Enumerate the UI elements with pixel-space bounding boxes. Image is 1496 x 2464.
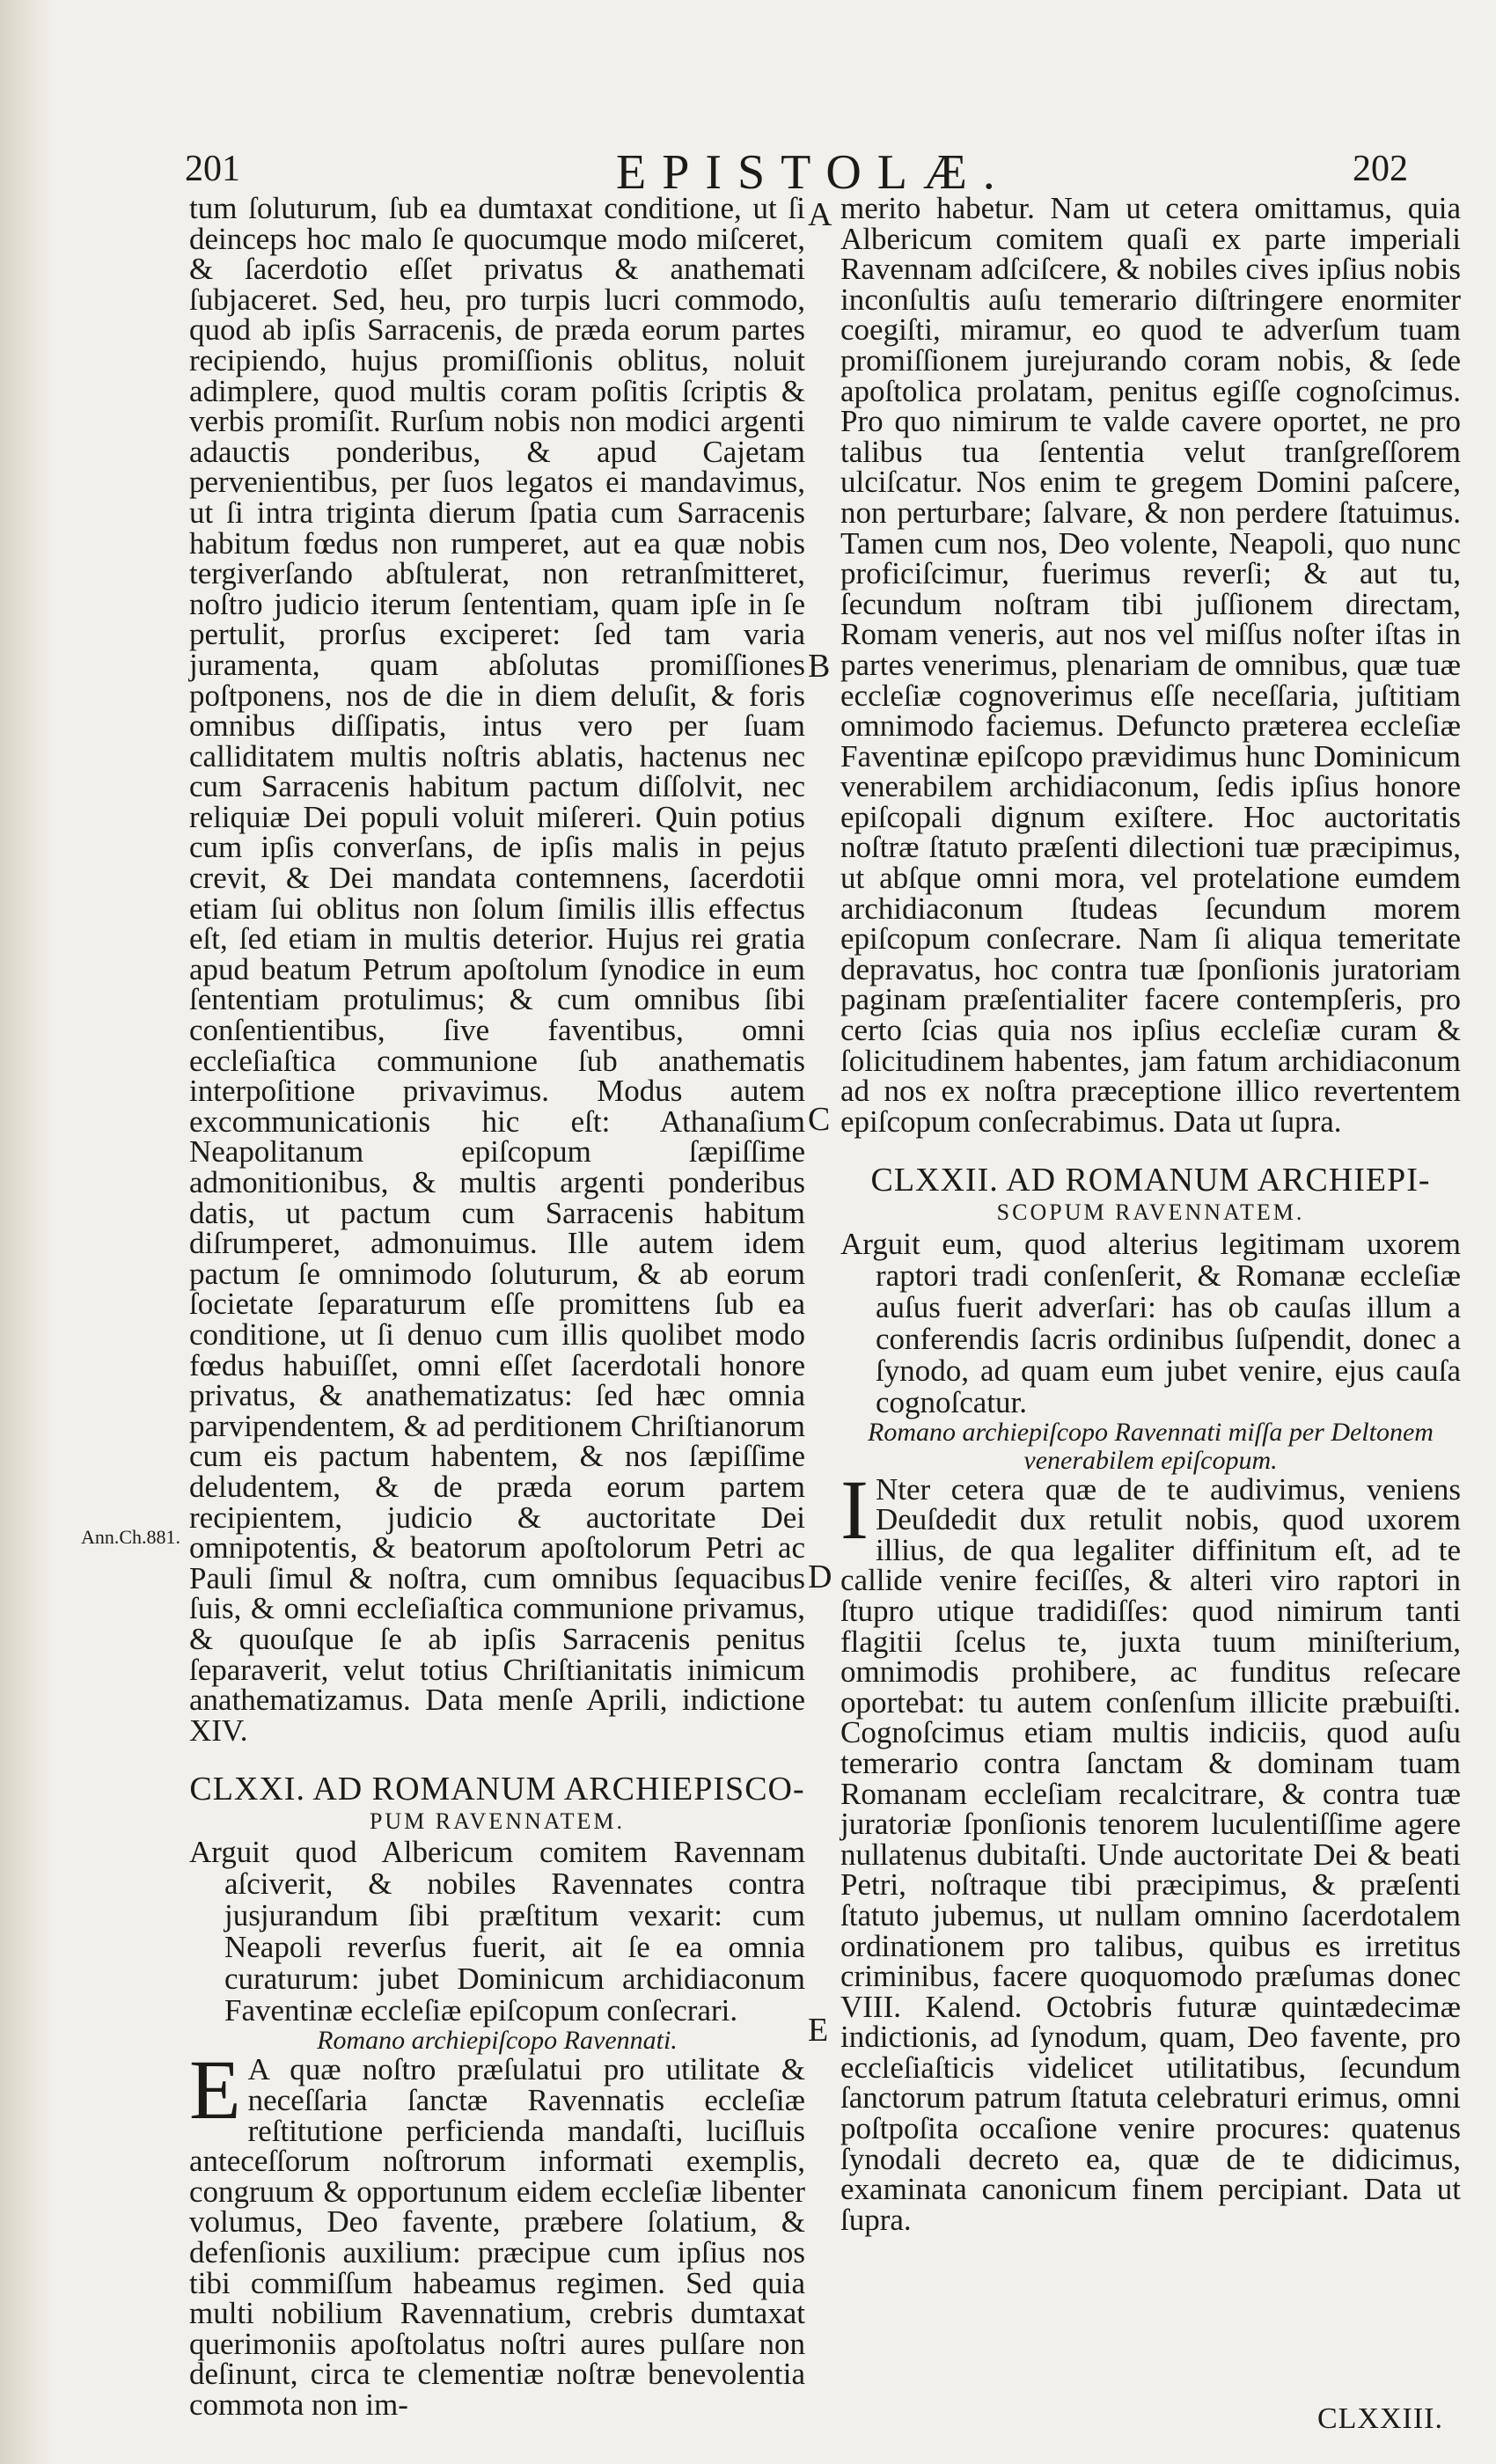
margin-letter-b: B (808, 648, 831, 685)
marginal-year-annotation: Ann.Ch.881. (81, 1526, 181, 1548)
letter-text-continued: merito habetur. Nam ut cetera omittamus, quia Albericum comitem quaſi ex parte imperiali Ravennam adſciſcere, & nobiles cives ipſius nobis inconſultis auſu temerario diſtringere enormiter coegiſti, miramur, eo quod te adverſum tuam promiſſionem jurejurando coram nobis, & ſede apoſtolica prolatam, penitus egiſſe cognoſcimus. Pro quo nimirum te valde cavere oportet, ne pro talibus tua ſententia velut tranſgreſſorem ulciſcatur. Nos enim te gregem Domini paſcere, non perturbare; ſalvare, & non perdere ſtatuimus. Tamen cum nos, Deo volente, Neapoli, quo nunc proficiſcimur, fuerimus reverſi; & aut tu, ſecundum noſtram tibi juſſionem directam, Romam veneris, aut nos vel miſſus noſter iſtas in partes venerimus, plenariam de omnibus, quæ tuæ eccleſiæ cognoverimus eſſe neceſſaria, juſtitiam omnimodo faciemus. Defuncto præterea eccleſiæ Faventinæ epiſcopo prævidimus hunc Dominicum venerabilem archidiaconum, ſedis ipſius honore epiſcopali dignum exiſtere. Hoc auctoritatis noſtræ ſtatuto præſenti dilectioni tuæ præcipimus, ut abſque omni mora, vel protelatione eumdem archidiaconum ſtudeas ſecundum morem epiſcopum conſecrare. Nam ſi aliqua temeritate depravatus, hoc contra tuæ ſponſionis juratoriam paginam præſentialiter facere contempſeris, pro certo ſcias quia nos ipſius eccleſiæ curam & ſolicitudinem habentes, jam fatum archidiaconum ad nos ex noſtra præceptione illico revertentem epiſcopum conſecrabimus. Data ut ſupra. (840, 191, 1461, 1139)
heading-sub: PUM RAVENNATEM. (369, 1808, 626, 1834)
margin-letter-a: A (808, 196, 832, 233)
letter-text-continued: tum ſoluturum, ſub ea dumtaxat conditione, ut ſi deinceps hoc malo ſe quocumque modo miſceret, & ſacerdotio eſſet privatus & anathemati ſubjaceret. Sed, heu, pro turpis lucri commodo, quod ab ipſis Sarracenis, de præda eorum partes recipiendo, hujus promiſſionis oblitus, noluit adimplere, quod multis coram poſitis ſcriptis & verbis promiſit. Rurſum nobis non modici argenti adauctis ponderibus, & apud Cajetam pervenientibus, per ſuos legatos ei mandavimus, ut ſi intra triginta dierum ſpatia cum Sarracenis habitum fœdus non rumperet, aut ea quæ nobis tergiverſando abſtulerat, non retranſmitteret, noſtro judicio iterum ſententiam, quam ipſe in ſe pertulit, prorſus exciperet: ſed tam varia juramenta, quam abſolutas promiſſiones poſtponens, nos de die in diem deluſit, & foris omnibus diſſipatis, intus vero per ſuam calliditatem multis noſtris ablatis, hactenus nec cum Sarracenis habitum pactum diſſolvit, nec reliquiæ Dei populi voluit miſereri. Quin potius cum ipſis converſans, de ipſis malis in pejus crevit, & Dei mandata contemnens, ſacerdotii etiam ſui oblitus non ſolum ſimilis illis effectus eſt, ſed etiam in multis deterior. Hujus rei gratia apud beatum Petrum apoſtolum ſynodice in eum ſententiam protulimus; & cum omnibus ſibi conſentientibus, ſive faventibus, omni eccleſiaſtica communione ſub anathematis interpoſitione privavimus. Modus autem excommunicationis hic eſt: Athanaſium Neapolitanum epiſcopum ſæpiſſime admonitionibus, & multis argenti ponderibus datis, ut pactum cum Sarracenis habitum diſrumperet, admonuimus. Ille autem idem pactum ſe omnimodo ſoluturum, & ab eorum ſocietate ſeparaturum eſſe promittens ſub ea conditione, ut ſi denuo cum illis quolibet modo fœdus habuiſſet, omni eſſet ſacerdotali honore privatus, & anathematizatus: ſed hæc omnia parvipendentem, & ad perditionem Chriſtianorum cum eis pactum habentem, & nos ſæpiſſime deludentem, & de præda eorum partem recipientem, judicio & auctoritate Dei omnipotentis, & beatorum apoſtolorum Petri ac Pauli ſimul & noſtra, cum omnibus ſequacibus ſuis, & omni eccleſiaſtica communione privamus, & quouſque ſe ab ipſis Sarracenis penitus ſeparaverit, velut totius Chriſtianitatis inimicum anathematizamus. Data menſe Aprili, indictione XIV. (189, 191, 805, 1748)
catchword: CLXXIII. (1316, 2402, 1443, 2435)
page-number-left: 201 (185, 149, 240, 189)
heading-main: CLXXI. AD ROMANUM ARCHIEPISCO- (189, 1771, 805, 1808)
right-column (840, 191, 1461, 2237)
left-column (189, 191, 805, 2422)
letter-address: Romano archiepiſcopo Ravennati. (317, 2026, 678, 2056)
letter-address: Romano archiepiſcopo Ravennati miſſa per Deltonem venerabilem epiſcopum. (868, 1417, 1434, 1475)
heading-sub: SCOPUM RAVENNATEM. (996, 1199, 1305, 1225)
letter-text: EA quæ noſtro præſulatui pro utilitate & neceſſaria ſanctæ Ravennatis eccleſiæ reſtitutione perficienda mandaſti, luciſluis anteceſſorum noſtrorum informati exemplis, congruum & opportunum eidem eccleſiæ libenter volumus, Deo favente, præbere ſolatium, & defenſionis auxilium: præcipue cum ipſius nos tibi commiſſum habeamus regimen. Sed quia multi nobilium Ravennatium, crebris dumtaxat querimoniis apoſtolatus noſtri aures pulſare non deſinunt, circa te clementiæ noſtræ benevolentia commota non im- (189, 2042, 805, 2422)
heading-main: CLXXII. AD ROMANUM ARCHIEPI- (870, 1162, 1431, 1199)
letter-heading-clxxii (840, 1162, 1461, 1228)
letter-summary: Arguit eum, quod alterius legitimam uxorem raptori tradi conſenſerit, & Romanæ eccleſiæ auſus fuerit adverſari: has ob cauſas illum a conferendis ſacris ordinibus ſuſpendit, donec a ſynodo, ad quam eum jubet venire, ejus cauſa cognoſcatur. (840, 1226, 1461, 1419)
letter-heading-clxxi (189, 1771, 805, 1837)
letter-text: INter cetera quæ de te audivimus, veniens Deuſdedit dux retulit nobis, quod uxorem illius, de qua legaliter diffinitum eſt, ad te callide venire feciſſes, & alteri viro raptori in ſtupro utique tradidiſſes: quod nimirum tanti flagitii ſcelus te, juxta tuum miniſterium, omnimodis prohibere, ac funditus reſecare oportebat: tu autem conſenſum illicite præbuiſti. Cognoſcimus etiam multis indiciis, quod auſu temerario contra ſanctam & dominam tuam Romanam eccleſiam recalcitrare, & contra tuæ juratoriæ ſponſionis tenorem luculentiſſime agere nullatenus dubitaſti. Unde auctoritate Dei & beati Petri, noſtraque tibi præcipimus, & præſenti ſtatuto jubemus, ut nullam omnino ſacerdotalem ordinationem pro talibus, quibus es irretitus criminibus, facere quoquomodo præſumas donec VIII. Kalend. Octobris futuræ quintædecimæ indictionis, ad ſynodum, quam, Deo favente, pro eccleſiaſticis videlicet utilitatibus, ſecundum ſanctorum patrum ſtatuta celebraturi erimus, omni poſtpoſita occaſione venire procures: quatenus ſynodali decreto ea, quæ de te didicimus, examinata canonicum finem percipiant. Data ut ſupra. (840, 1462, 1461, 2237)
page-number-right: 202 (1353, 149, 1408, 189)
margin-letter-c: C (808, 1101, 831, 1138)
margin-letter-e: E (808, 2012, 829, 2049)
binding-shadow (0, 0, 53, 2464)
running-title: EPISTOLÆ. (616, 145, 1011, 200)
margin-letter-d: D (808, 1558, 832, 1595)
letter-summary: Arguit quod Albericum comitem Ravennam aſciverit, & nobiles Ravennates contra jusjurandum ſibi præſtitum vexarit: cum Neapoli reverſus fuerit, ait ſe ea omnia curaturum: jubet Dominicum archidiaconum Faventinæ eccleſiæ epiſcopum conſecrari. (189, 1835, 805, 2028)
